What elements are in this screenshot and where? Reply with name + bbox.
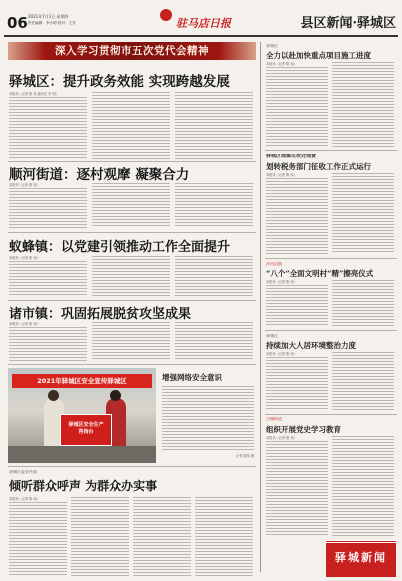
bottom-col-1 [9, 502, 67, 576]
editor-line: 责任编辑：李小明 校对：王芳 [28, 21, 76, 25]
photo-banner [12, 374, 152, 388]
right-2-kicker: 驿城区城镇垃圾处理费 [266, 154, 317, 159]
article-3-col-2 [92, 256, 170, 297]
person-2-head [110, 390, 121, 401]
right-4-byline: 本报讯（记者 陈 伟） [266, 352, 297, 356]
section-footer-text: 驿城新闻 [335, 551, 387, 564]
table [8, 446, 156, 463]
right-5-title: 组织开展党史学习教育 [266, 425, 341, 434]
consult-board [60, 414, 112, 446]
banner [8, 42, 256, 60]
right-5-col-2 [332, 436, 394, 537]
right-4-col-1 [266, 357, 328, 411]
bottom-col-3 [133, 497, 191, 576]
right-1-title: 全力以赴加快重点项目施工进度 [266, 51, 371, 60]
right-4-kicker: 驿城区 [266, 334, 278, 338]
paper-logo [140, 5, 250, 35]
right-4-title: 持续加大人居环境整治力度 [266, 341, 356, 350]
article-4-col-2 [92, 322, 170, 361]
article-2-col-1 [9, 188, 87, 228]
right-2-col-1 [266, 178, 328, 254]
article-4-title: 诸市镇：巩固拓展脱贫攻坚成果 [9, 307, 192, 322]
bottom-kicker: 驿城区委宣传部 [9, 470, 37, 474]
right-1-byline: 本报讯（记者 陈 伟） [266, 62, 297, 66]
right-1-kicker: 驿城区 [266, 44, 278, 48]
bottom-title: 倾听群众呼声 为群众办实事 [9, 479, 158, 493]
consult-board-text: 驿城区安全生产 咨询台 [68, 422, 104, 435]
header-rule [4, 35, 398, 37]
photo-banner-text: 2021年驿城区安全宣传驿城区 [37, 377, 127, 385]
photo-caption-title: 增强网络安全意识 [162, 373, 222, 382]
bottom-col-2 [71, 497, 129, 576]
article-2-title: 顺河街道：逐村观摩 凝聚合力 [9, 167, 190, 183]
article-3-title: 蚁蜂镇：以党建引领推动工作全面提升 [9, 240, 231, 255]
section-footer-badge [326, 540, 396, 577]
page-number: 06 [7, 14, 28, 32]
photo-caption-credit: 记者 陈伟 摄 [236, 454, 254, 458]
bottom-byline: 本报讯（记者 陈 伟） [9, 497, 40, 501]
date-line: 2021年7月1日 星期四 [28, 14, 69, 19]
section-title: 县区新闻·驿城区 [300, 16, 396, 31]
right-2-col-2 [332, 173, 394, 254]
right-2-byline: 本报讯（记者 陈 伟） [266, 173, 297, 177]
article-3-byline: 本报讯（记者 陈 伟） [9, 256, 40, 260]
article-2-col-3 [175, 183, 253, 228]
article-1-col-1 [9, 97, 87, 159]
article-4-col-1 [9, 327, 87, 361]
article-1-byline: 本报讯（记者 陈 伟 通讯员 李 明） [9, 92, 59, 96]
right-4-col-2 [332, 352, 394, 411]
right-5-byline: 本报讯（记者 陈 伟） [266, 436, 297, 440]
paper-name: 驻马店日报 [176, 17, 231, 30]
right-3-title: “八个”全面文明村“精”擦亮仪式 [266, 269, 374, 278]
news-photo [8, 368, 156, 463]
right-3-col-2 [332, 280, 394, 327]
article-2-col-2 [92, 183, 170, 228]
right-5-col-1 [266, 441, 328, 537]
banner-title: 深入学习贯彻市五次党代会精神 [55, 45, 209, 57]
right-3-col-1 [266, 285, 328, 327]
article-3-col-1 [9, 261, 87, 297]
right-3-byline: 本报讯（记者 陈 伟） [266, 280, 297, 284]
logo-emblem-icon [160, 9, 172, 21]
right-1-col-2 [332, 62, 394, 147]
right-1-col-1 [266, 67, 328, 147]
article-4-col-3 [175, 322, 253, 361]
photo-caption-text [162, 386, 254, 450]
right-3-kicker: 沙河店镇 [266, 262, 282, 266]
article-4-byline: 本报讯（记者 陈 伟） [9, 322, 40, 326]
article-1-title: 驿城区：提升政务效能 实现跨越发展 [9, 74, 230, 90]
right-2-title: 划转税务部门征收工作正式运行 [266, 162, 371, 171]
article-3-col-3 [175, 256, 253, 297]
article-2-byline: 本报讯（记者 陈 伟） [9, 183, 40, 187]
right-5-kicker: 古城街道 [266, 417, 282, 421]
article-1-col-2 [92, 92, 170, 159]
bottom-col-4 [195, 497, 253, 576]
page-header [0, 0, 402, 38]
person-1-head [48, 390, 59, 401]
article-1-col-3 [175, 92, 253, 159]
